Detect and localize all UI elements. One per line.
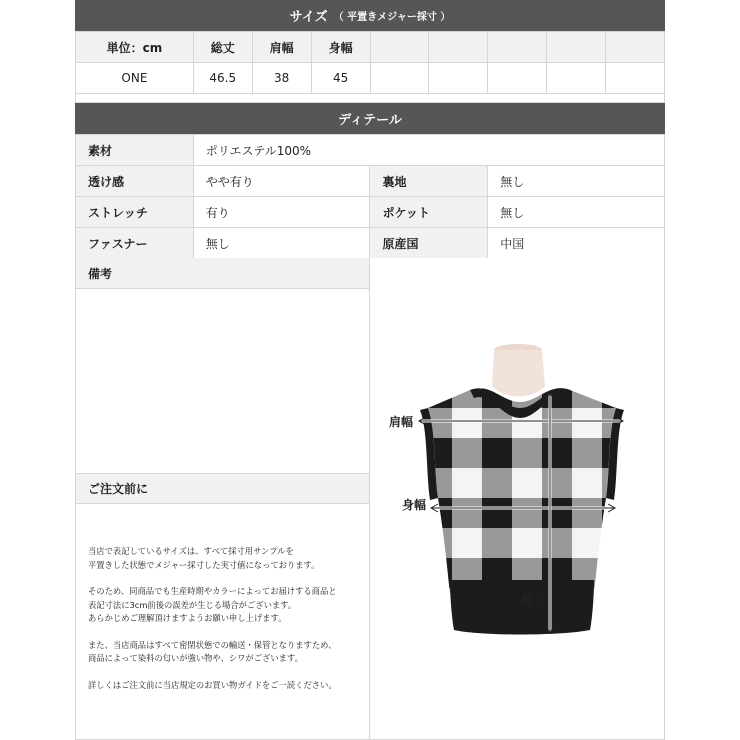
size-cell: ONE [76,63,194,94]
origin-label: 原産国 [370,228,488,259]
before-order-text [88,545,368,705]
size-cell [370,63,429,94]
stretch-label: ストレッチ [76,197,194,228]
detail-section-header [75,103,665,134]
mannequin-neck [492,350,545,397]
width-measure-label: 身幅 [402,498,427,512]
notice-line: 当店で表記しているサイズは、すべて採寸用サンプルを [88,546,294,556]
before-order-heading: ご注文前に [76,473,369,504]
notice-line: また、当店商品はすべて密閉状態での輸送・保管となりますため、 [88,639,337,650]
length-measure-label: 総丈 [522,593,547,607]
size-cell: 46.5 [193,63,252,94]
lining-value: 無し [488,166,665,197]
size-header-cell [488,32,547,63]
size-cell: 38 [252,63,311,94]
detail-row-sheer [76,166,665,197]
notes-heading: 備考 [76,258,369,289]
notice-line: 商品によって染料の匂いが強い物や、シワがございます。 [88,653,303,663]
size-cell [429,63,488,94]
size-table-spacer [75,93,665,103]
material-label: 素材 [76,135,194,166]
size-section-header [75,0,665,31]
detail-row-fastener [76,228,665,259]
size-header-cell [429,32,488,63]
notice-paragraph [88,639,368,666]
size-cell [606,63,665,94]
detail-table [75,134,665,259]
sheer-label: 透け感 [76,166,194,197]
notice-paragraph [88,585,368,626]
size-header-cell [370,32,429,63]
shoulder-measure-label: 肩幅 [389,415,414,429]
size-header-cell: 総丈 [193,32,252,63]
lining-label: 裏地 [370,166,488,197]
size-table-row [76,63,665,94]
detail-row-stretch [76,197,665,228]
size-cell [488,63,547,94]
size-section-subtitle: （ 平置きメジャー採寸 ） [333,12,451,23]
origin-value: 中国 [488,228,665,259]
notice-line: 詳しくはご注文前に当店規定のお買い物ガイドをご一読ください。 [88,679,337,690]
pocket-label: ポケット [370,197,488,228]
size-cell: 45 [311,63,370,94]
notice-paragraph [88,679,368,693]
sheer-value: やや有り [193,166,370,197]
notice-line: 平置きした状態でメジャー採寸した実寸値になっております。 [88,559,320,570]
size-header-cell [606,32,665,63]
detail-row-material [76,135,665,166]
size-header-cell: 単位：cm [76,32,194,63]
size-table-header-row [76,32,665,63]
fastener-label: ファスナー [76,228,194,259]
notes-panel [75,258,370,740]
vest-body [370,358,664,618]
size-section-title: サイズ [289,10,328,25]
detail-section-title: ディテール [338,113,402,128]
fastener-value: 無し [193,228,370,259]
stretch-value: 有り [193,197,370,228]
product-measurement-image [370,258,665,740]
notice-line: そのため、同商品でも生産時期やカラーによってお届けする商品と [88,586,337,596]
notice-paragraph [88,545,368,572]
notice-line: あらかじめご理解頂けますようお願い申し上げます。 [88,613,287,623]
notice-line: 表記寸法に3cm前後の誤差が生じる場合がございます。 [88,599,297,610]
pocket-value: 無し [488,197,665,228]
material-value: ポリエステル100% [193,135,664,166]
size-cell [547,63,606,94]
size-table [75,31,665,94]
size-header-cell [547,32,606,63]
size-header-cell: 肩幅 [252,32,311,63]
size-header-cell: 身幅 [311,32,370,63]
